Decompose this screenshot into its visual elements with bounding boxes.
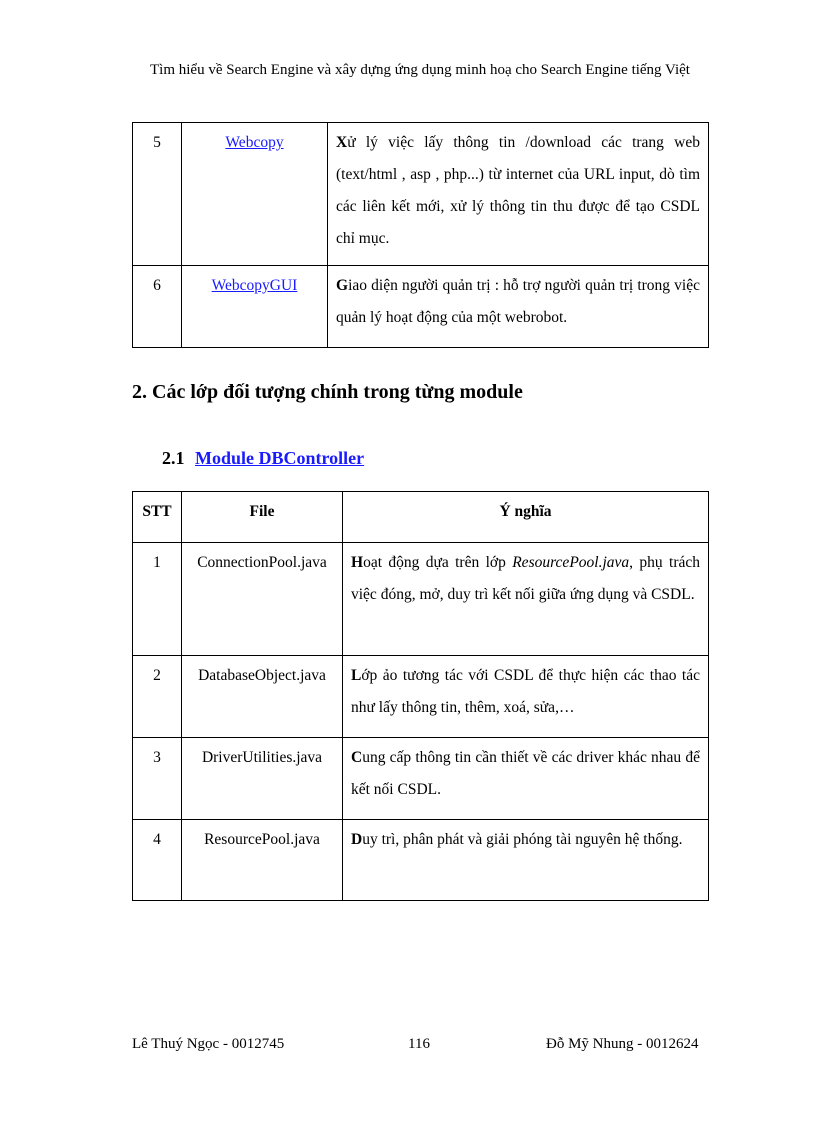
desc-text: ung cấp thông tin cần thiết về các driver khác nhau để kết nối CSDL.: [351, 749, 700, 798]
page-header: Tìm hiểu về Search Engine và xây dựng ứng dụng minh hoạ cho Search Engine tiếng Việt: [150, 62, 690, 78]
table-row: [133, 820, 709, 901]
stt-cell: 4: [133, 820, 182, 901]
stt-cell: 3: [133, 738, 182, 820]
stt-cell: 1: [133, 543, 182, 656]
webcopy-link[interactable]: Webcopy: [225, 134, 284, 151]
header-file: File: [182, 492, 343, 543]
module-dbcontroller-link[interactable]: Module DBController: [195, 448, 365, 468]
module-table-continued: [132, 122, 709, 348]
file-cell: [182, 266, 328, 348]
desc-italic: ResourcePool.java: [512, 554, 630, 571]
webcopygui-link[interactable]: WebcopyGUI: [211, 277, 298, 294]
header-meaning: Ý nghĩa: [343, 492, 709, 543]
file-cell: DriverUtilities.java: [182, 738, 343, 820]
stt-cell: 2: [133, 656, 182, 738]
description-cell: [343, 820, 709, 901]
table-row: [133, 266, 709, 348]
desc-lead: G: [336, 277, 349, 294]
description-cell: [343, 656, 709, 738]
subsection-number: 2.1: [162, 448, 185, 468]
table-header-row: [133, 492, 709, 543]
description-cell: [343, 543, 709, 656]
page-number: 116: [408, 1036, 430, 1052]
desc-text: iao diện người quản trị : hỗ trợ người quản trị trong việc quản lý hoạt động của một webrobot.: [336, 277, 700, 326]
file-cell: [182, 123, 328, 266]
file-cell: ResourcePool.java: [182, 820, 343, 901]
stt-cell: 6: [133, 266, 182, 348]
desc-lead: D: [351, 831, 363, 848]
desc-text-end: , phụ trách việc đóng, mở, duy trì kết nối giữa ứng dụng và CSDL.: [351, 554, 700, 603]
desc-text: ớp ảo tương tác với CSDL để thực hiện các thao tác như lấy thông tin, thêm, xoá, sửa,…: [351, 667, 700, 716]
desc-text: uy trì, phân phát và giải phóng tài nguyên hệ thống.: [362, 831, 683, 848]
desc-text: oạt động dựa trên lớp: [363, 554, 513, 571]
desc-text: ử lý việc lấy thông tin /download các trang web (text/html , asp , php...) từ internet của URL input, dò tìm các liên kết mới, xử lý thông tin thu được để tạo CSDL chỉ mục.: [336, 134, 700, 247]
dbcontroller-table: [132, 491, 709, 901]
description-cell: [328, 123, 709, 266]
header-stt: STT: [133, 492, 182, 543]
file-cell: DatabaseObject.java: [182, 656, 343, 738]
desc-lead: H: [351, 554, 364, 571]
table-row: [133, 738, 709, 820]
subsection-heading: [162, 448, 364, 469]
footer-author-right: Đỗ Mỹ Nhung - 0012624: [546, 1036, 699, 1052]
description-cell: [343, 738, 709, 820]
description-cell: [328, 266, 709, 348]
desc-lead: L: [351, 667, 362, 684]
table-row: [133, 123, 709, 266]
footer-author-left: Lê Thuý Ngọc - 0012745: [132, 1036, 285, 1052]
file-cell: ConnectionPool.java: [182, 543, 343, 656]
table-row: [133, 656, 709, 738]
table-row: [133, 543, 709, 656]
section-heading: 2. Các lớp đối tượng chính trong từng module: [132, 381, 523, 403]
desc-lead: X: [336, 134, 348, 151]
stt-cell: 5: [133, 123, 182, 266]
desc-lead: C: [351, 749, 363, 766]
